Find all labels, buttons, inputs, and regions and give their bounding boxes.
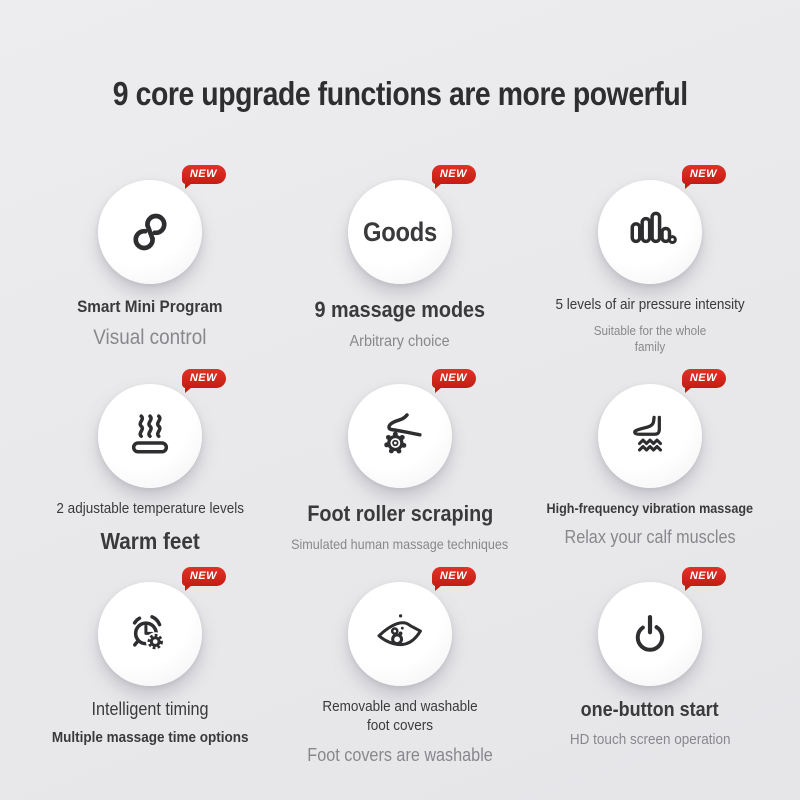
new-badge: NEW	[682, 165, 726, 184]
feature-smart-mini-program	[25, 164, 275, 368]
page-title: 9 core upgrade functions are more powerful	[112, 75, 688, 112]
feature-circle	[348, 384, 452, 488]
feature-subtitle: Multiple massage time options	[51, 728, 249, 746]
new-badge: NEW	[182, 369, 226, 388]
heating-icon	[122, 408, 178, 464]
vibration-icon	[622, 408, 678, 464]
new-badge: NEW	[432, 165, 476, 184]
goods-label: Goods	[363, 216, 437, 247]
feature-circle	[98, 582, 202, 686]
new-badge: NEW	[432, 567, 476, 586]
feature-intelligent-timing	[25, 566, 275, 766]
feature-title: Intelligent timing	[91, 699, 209, 719]
features-grid	[0, 164, 800, 766]
feature-circle	[348, 180, 452, 284]
new-badge: NEW	[682, 369, 726, 388]
power-icon	[622, 606, 678, 662]
feature-vibration	[525, 368, 775, 566]
new-badge: NEW	[682, 567, 726, 586]
feature-title: Smart Mini Program	[77, 297, 223, 316]
feature-subtitle: Relax your calf muscles	[564, 526, 736, 547]
new-badge: NEW	[432, 369, 476, 388]
foot-roller-icon	[372, 408, 428, 464]
feature-foot-covers	[275, 566, 525, 766]
feature-heating	[25, 368, 275, 566]
feature-circle	[98, 180, 202, 284]
feature-title: 5 levels of air pressure intensity	[555, 296, 745, 313]
feature-circle	[348, 582, 452, 686]
feature-subtitle: Arbitrary choice	[349, 332, 451, 350]
feature-title: 9 massage modes	[314, 297, 486, 322]
new-badge: NEW	[182, 165, 226, 184]
feature-subtitle: Suitable for the whole family	[593, 322, 707, 354]
feature-air-pressure	[525, 164, 775, 368]
feature-subtitle: Warm feet	[100, 527, 200, 554]
feature-circle	[598, 384, 702, 488]
feature-title: Removable and washable foot covers	[322, 698, 478, 734]
feature-one-button-start	[525, 566, 775, 766]
new-badge: NEW	[182, 567, 226, 586]
feature-subtitle: HD touch screen operation	[569, 731, 731, 748]
feature-massage-modes	[275, 164, 525, 368]
feature-circle	[598, 180, 702, 284]
feature-title: 2 adjustable temperature levels	[56, 500, 244, 517]
feature-subtitle: Foot covers are washable	[307, 744, 493, 765]
feature-title: Foot roller scraping	[307, 501, 493, 526]
mini-program-icon	[122, 204, 178, 260]
feature-subtitle: Simulated human massage techniques	[291, 535, 509, 552]
feature-title: High-frequency vibration massage	[546, 500, 754, 516]
air-pressure-icon	[622, 204, 678, 260]
foot-cover-icon	[372, 606, 428, 662]
timer-icon	[122, 606, 178, 662]
feature-circle	[598, 582, 702, 686]
feature-subtitle: Visual control	[93, 326, 207, 350]
feature-foot-roller	[275, 368, 525, 566]
feature-title: one-button start	[581, 699, 719, 721]
feature-circle	[98, 384, 202, 488]
